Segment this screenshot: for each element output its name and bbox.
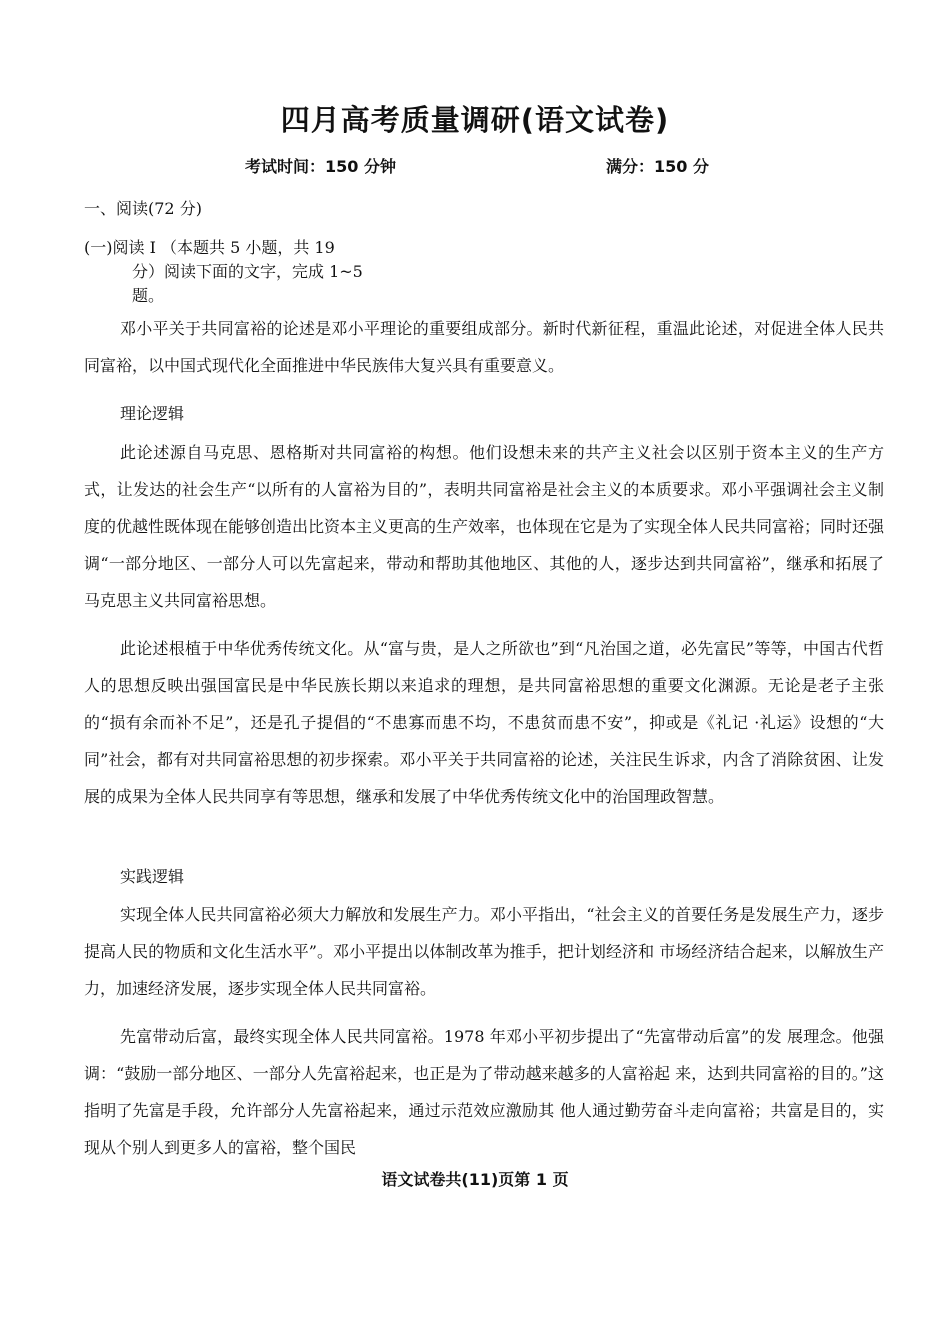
heading-practice: 实践逻辑: [120, 867, 185, 886]
section-heading: 一、阅读(72 分): [84, 199, 202, 218]
subsection-line-3: 题。: [132, 286, 165, 305]
page-title: 四月高考质量调研(语文试卷): [280, 103, 670, 137]
page-footer: 语文试卷共(11)页第 1 页: [381, 1170, 569, 1189]
paragraph-theory-1: 此论述源自马克思、恩格斯对共同富裕的构想。他们设想未来的共产主义社会以区别于资本主义的生产方式，让发达的社会生产“以所有的人富裕为目的”，表明共同富裕是社会主义的本质要求。邓小平强调社会主义制度的优越性既体现在能够创造出比资本主义更高的生产效率，也体现在它是为了实现全体人民共同富裕；同时还强调“一部分地区、一部分人可以先富起来，带动和帮助其他地区、其他的人，逐步达到共同富裕”，继承和拓展了马克思主义共同富裕思想。: [84, 443, 885, 610]
subsection-line-1: (一)阅读 Ⅰ （本题共 5 小题，共 19: [84, 238, 335, 257]
heading-theory: 理论逻辑: [120, 404, 185, 423]
subsection-heading: [84, 236, 394, 308]
paragraph-intro: 邓小平关于共同富裕的论述是邓小平理论的重要组成部分。新时代新征程，重温此论述，对促进全体人民共同富裕，以中国式现代化全面推进中华民族伟大复兴具有重要意义。: [84, 319, 884, 375]
paragraph-practice-2: 先富带动后富，最终实现全体人民共同富裕。1978 年邓小平初步提出了“先富带动后富”的发 展理念。他强调：“鼓励一部分地区、一部分人先富裕起来，也正是为了带动越来越多的人富裕起 来，达到共同富裕的目的。”这指明了先富是手段，允许部分人先富裕起来，通过示范效应激励其 他人通过勤劳奋斗走向富裕；共富是目的，实现从个别人到更多人的富裕，整个国民: [84, 1027, 884, 1157]
subsection-line-2: 分）阅读下面的文字，完成 1~5: [132, 262, 363, 281]
paragraph-theory-2: 此论述根植于中华优秀传统文化。从“富与贵，是人之所欲也”到“凡治国之道，必先富民”等等，中国古代哲人的思想反映出强国富民是中华民族长期以来追求的理想，是共同富裕思想的重要文化渊源。无论是老子主张的“损有余而补不足”，还是孔子提倡的“不患寡而患不均，不患贫而患不安”，抑或是《礼记 ·礼运》设想的“大同”社会，都有对共同富裕思想的初步探索。邓小平关于共同富裕的论述，关注民生诉求，内含了消除贫困、让发展的成果为全体人民共同享有等思想，继承和发展了中华优秀传统文化中的治国理政智慧。: [84, 639, 884, 806]
paragraph-practice-1: 实现全体人民共同富裕必须大力解放和发展生产力。邓小平指出，“社会主义的首要任务是发展生产力，逐步提高人民的物质和文化生活水平”。邓小平提出以体制改革为推手，把计划经济和 市场经济结合起来，以解放生产力，加速经济发展，逐步实现全体人民共同富裕。: [84, 905, 884, 998]
full-score: 满分：150 分: [606, 157, 709, 176]
exam-time: 考试时间：150 分钟: [245, 157, 396, 176]
